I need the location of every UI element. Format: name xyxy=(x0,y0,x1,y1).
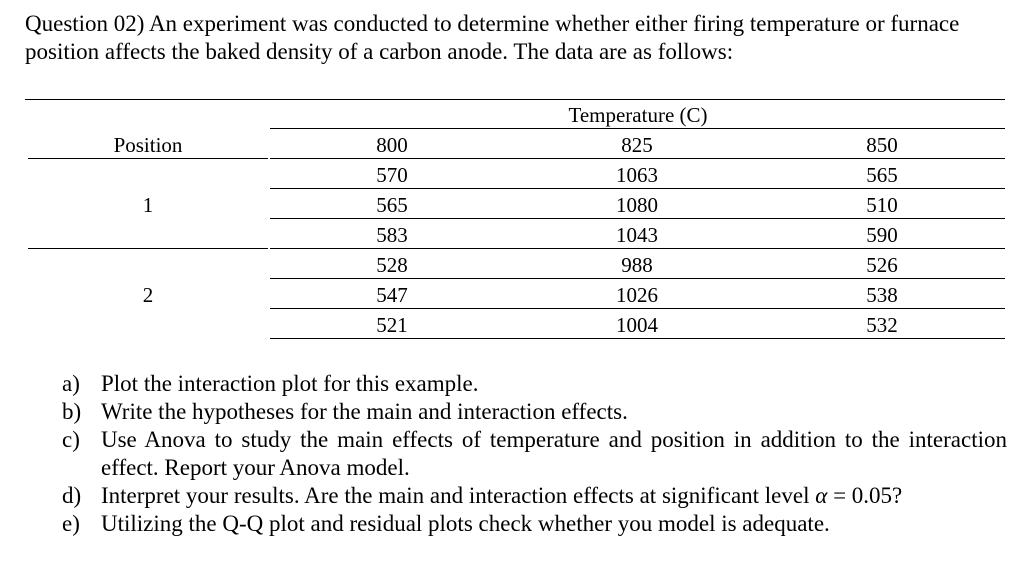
table-rule-right-6 xyxy=(270,308,1005,309)
table-cell: 1004 xyxy=(616,313,658,337)
table-cell: 528 xyxy=(376,253,408,277)
table-rule-left-2 xyxy=(28,248,268,249)
table-cell: 1063 xyxy=(616,163,658,187)
table-cell: 565 xyxy=(866,163,898,187)
table-cell: 1026 xyxy=(616,283,658,307)
temperature-825-header: 825 xyxy=(621,133,653,157)
table-cell: 565 xyxy=(376,193,408,217)
alpha-symbol: α xyxy=(815,483,828,508)
temperature-header: Temperature (C) xyxy=(568,103,708,127)
task-b xyxy=(62,398,1007,426)
task-c xyxy=(62,426,1007,482)
task-letter: b) xyxy=(62,399,82,424)
task-text: Use Anova to study the main effects of temperature and position in addition to the interaction effect. Report your Anova model. xyxy=(101,427,1007,480)
table-cell: 988 xyxy=(621,253,653,277)
temperature-850-header: 850 xyxy=(866,133,898,157)
table-cell: 583 xyxy=(376,223,408,247)
table-cell: 521 xyxy=(376,313,408,337)
position-header: Position xyxy=(113,133,183,157)
table-rule-right-1 xyxy=(270,158,1005,159)
table-cell: 532 xyxy=(866,313,898,337)
task-letter: a) xyxy=(62,371,80,396)
table-cell: 547 xyxy=(376,283,408,307)
table-header-rule xyxy=(270,128,1005,129)
table-cell: 590 xyxy=(866,223,898,247)
table-bottom-rule xyxy=(270,338,1005,339)
question-text: Question 02) An experiment was conducted to determine whether either firing temperature or furnace position affects the baked density of a carbon anode. The data are as follows: xyxy=(25,11,960,64)
task-text-before: Interpret your results. Are the main and interaction effects at significant level xyxy=(101,483,816,508)
position-2-label: 2 xyxy=(142,283,154,307)
position-1-label: 1 xyxy=(142,193,154,217)
task-text-after: = 0.05? xyxy=(827,483,903,508)
task-text: Plot the interaction plot for this example. xyxy=(101,371,479,396)
table-cell: 526 xyxy=(866,253,898,277)
table-top-rule xyxy=(25,99,1005,100)
table-rule-right-3 xyxy=(270,218,1005,219)
table-rule-right-5 xyxy=(270,278,1005,279)
table-rule-right-4 xyxy=(270,248,1005,249)
task-a xyxy=(62,370,1007,398)
task-list xyxy=(62,370,1007,538)
task-text xyxy=(101,482,1007,510)
table-cell: 1080 xyxy=(616,193,658,217)
temperature-800-header: 800 xyxy=(376,133,408,157)
task-text: Write the hypotheses for the main and interaction effects. xyxy=(101,399,628,424)
table-cell: 510 xyxy=(866,193,898,217)
task-text: Utilizing the Q-Q plot and residual plots check whether you model is adequate. xyxy=(101,511,830,536)
table-cell: 1043 xyxy=(616,223,658,247)
task-letter: e) xyxy=(62,511,80,536)
task-e xyxy=(62,510,1007,538)
task-d xyxy=(62,482,1007,510)
table-rule-right-2 xyxy=(270,188,1005,189)
table-cell: 570 xyxy=(376,163,408,187)
task-letter: d) xyxy=(62,483,82,508)
task-letter: c) xyxy=(62,427,80,452)
table-rule-left-1 xyxy=(28,158,268,159)
table-cell: 538 xyxy=(866,283,898,307)
